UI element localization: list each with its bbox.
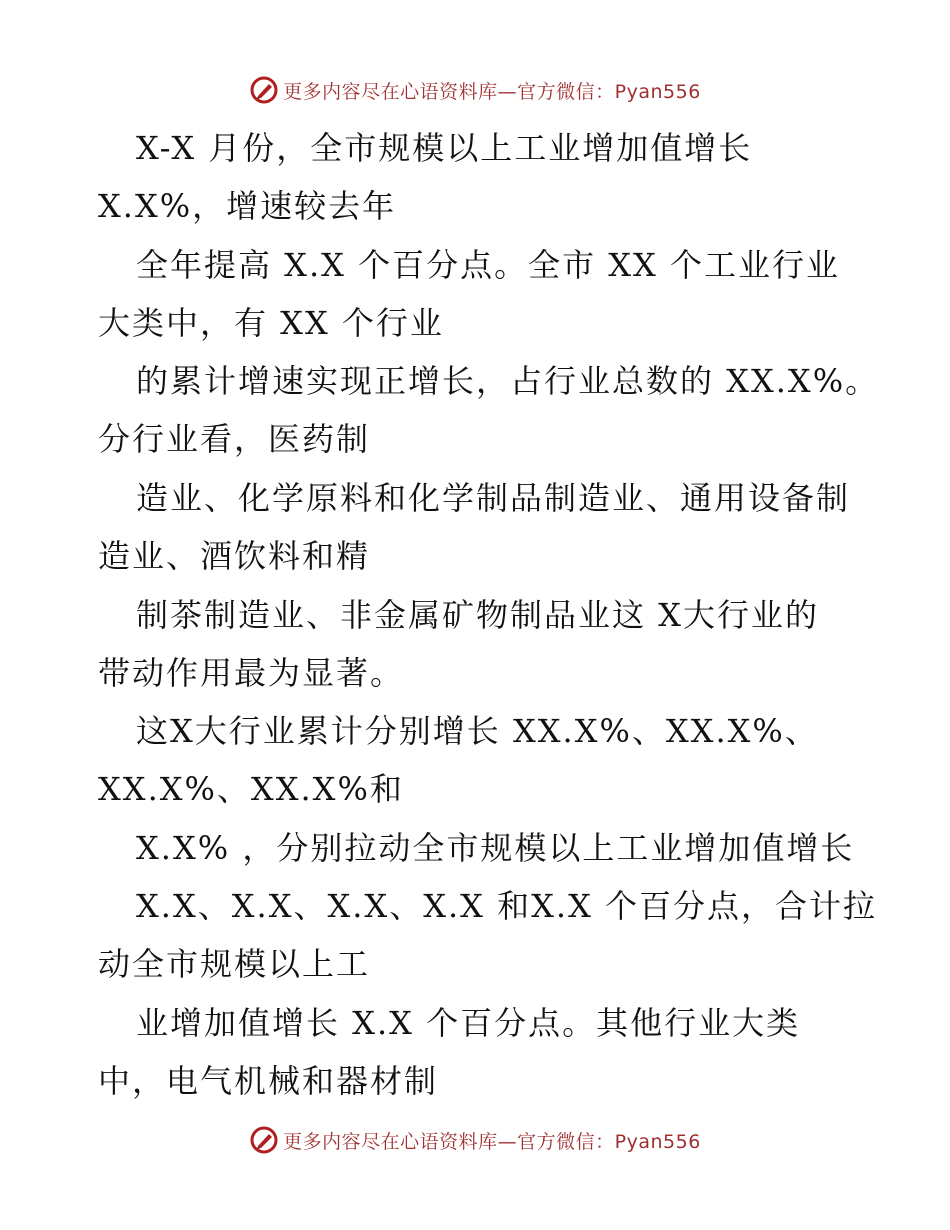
footer-banner-text: 更多内容尽在心语资料库—官方微信：Pyan556: [283, 1130, 701, 1153]
body-line: 造业、化学原料和化学制品制造业、通用设备制: [136, 479, 851, 517]
footer-banner: [0, 1120, 950, 1160]
body-line: 全年提高 X.X 个百分点。全市 XX 个工业行业: [136, 246, 840, 284]
body-line: 中，电气机械和器材制: [98, 1062, 439, 1100]
body-line: X.X% ，分别拉动全市规模以上工业增加值增长: [136, 829, 855, 867]
pen-logo-icon: [249, 75, 279, 105]
body-line: 大类中，有 XX 个行业: [98, 304, 444, 342]
header-banner: [0, 70, 950, 110]
body-line: 造业、酒饮料和精: [98, 537, 371, 575]
body-line: XX.X%、XX.X%和: [98, 770, 404, 808]
body-line: X-X 月份，全市规模以上工业增加值增长: [136, 129, 753, 167]
body-line: 业增加值增长 X.X 个百分点。其他行业大类: [136, 1004, 801, 1042]
body-line: X.X、X.X、X.X、X.X 和X.X 个百分点，合计拉: [136, 887, 878, 925]
pen-logo-icon: [249, 1125, 279, 1155]
body-line: X.X%，增速较去年: [98, 187, 397, 225]
body-line: 带动作用最为显著。: [98, 654, 405, 692]
header-banner-text: 更多内容尽在心语资料库—官方微信：Pyan556: [283, 80, 701, 103]
body-line: 制茶制造业、非金属矿物制品业这 X大行业的: [136, 596, 819, 634]
body-line: 分行业看，医药制: [98, 420, 371, 458]
body-line: 这X大行业累计分别增长 XX.X%、XX.X%、: [136, 712, 819, 750]
body-line: 动全市规模以上工: [98, 945, 371, 983]
body-line: 的累计增速实现正增长，占行业总数的 XX.X%。: [136, 362, 880, 400]
